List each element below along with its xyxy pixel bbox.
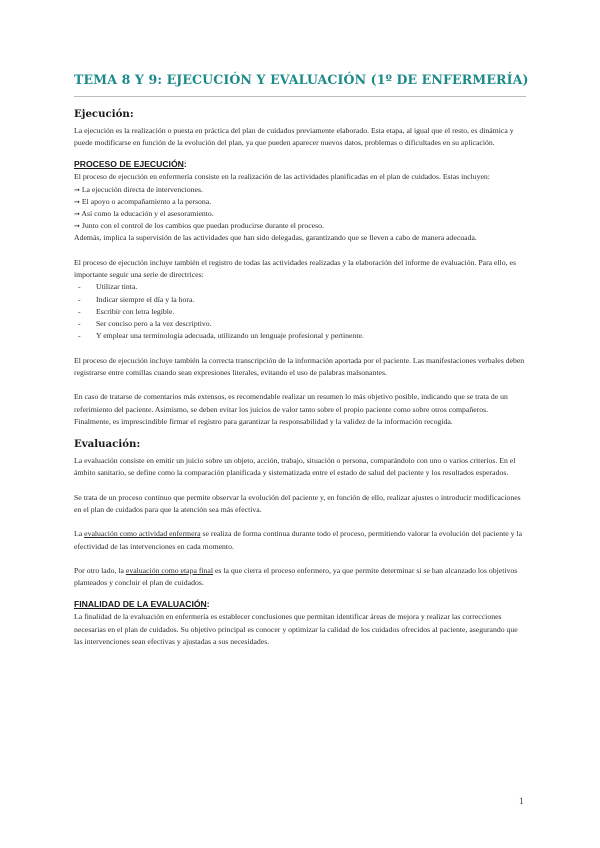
list-item: - Escribir con letra legible.: [78, 306, 175, 316]
evaluacion-continuo: Se trata de un proceso continuo que permite observar la evolución del paciente y, en función de ello, realizar ajustes o introducir modificaciones en el plan de cuidados para que la atención sea más efectiva.: [74, 492, 521, 514]
proceso-intro: El proceso de ejecución en enfermería consiste en la realización de las actividades planificadas en el plan de cuidados. Estas incluyen:: [74, 172, 490, 182]
ejecucion-intro: La ejecución es la realización o puesta en práctica del plan de cuidados previamente elaborado. Esta etapa, al igual que el resto, es dinámica y puede modificarse en función de la evolución del plan, ya que pueden aparecer nuevos datos, problemas o dificultades en su aplicación.: [74, 126, 514, 148]
arrow-list-item: ➞ El apoyo o acompañamiento a la persona.: [74, 196, 212, 206]
list-item: - Utilizar tinta.: [78, 282, 138, 292]
arrow-right-icon: ➞: [74, 185, 80, 194]
arrow-right-icon: ➞: [74, 210, 80, 219]
section-heading-evaluacion: Evaluación:: [74, 437, 141, 450]
finalidad-paragraph: La finalidad de la evaluación en enfermería es establecer conclusiones que permitan identificar áreas de mejora y realizar las correcciones necesarias en el plan de cuidados. Su objetivo principal es conocer y optimizar la calidad de los cuidados ofrecidos al paciente, asegurando que las intervenciones sean efectivas y ajustadas a sus necesidades.: [74, 612, 518, 646]
arrow-right-icon: ➞: [74, 197, 80, 206]
proceso-supervision: Además, implica la supervisión de las actividades que han sido delegadas, garantizando que se lleven a cabo de manera adecuada.: [74, 233, 477, 243]
arrow-list: [74, 184, 526, 233]
underlined-term: evaluación como actividad enfermera: [84, 529, 201, 539]
document-title: TEMA 8 Y 9: EJECUCIÓN Y EVALUACIÓN (1º DE ENFERMERÍA): [74, 72, 529, 87]
evaluacion-etapa-final: Por otro lado, la evaluación como etapa final es la que cierra el proceso enfermero, ya que permite determinar si se han alcanzado los objetivos planteados y concluir el plan de cuidados.: [74, 566, 518, 588]
evaluacion-actividad: La evaluación como actividad enfermera se realiza de forma continua durante todo el proceso, permitiendo valorar la evolución del paciente y la efectividad de las intervenciones en cada momento.: [74, 529, 523, 551]
directrices-list: [74, 281, 526, 342]
document-body: [74, 108, 526, 648]
transcripcion-paragraph: El proceso de ejecución incluye también la correcta transcripción de la información aportada por el paciente. Las manifestaciones verbales deben registrarse entre comillas cuando sean expresiones literales, evitando el uso de palabras malsonantes.: [74, 355, 525, 377]
title-divider: [74, 96, 526, 97]
subheading-proceso-ejecucion: PROCESO DE EJECUCIÓN:: [74, 159, 187, 170]
section-heading-ejecucion: Ejecución:: [74, 108, 134, 120]
underlined-term: evaluación como etapa final: [125, 566, 214, 576]
arrow-right-icon: ➞: [74, 222, 80, 231]
arrow-list-item: ➞ Junto con el control de los cambios que puedan producirse durante el proceso.: [74, 221, 324, 231]
list-item: - Ser conciso pero a la vez descriptivo.: [78, 318, 212, 328]
page-number: 1: [519, 796, 524, 806]
subheading-finalidad: FINALIDAD DE LA EVALUACIÓN:: [74, 599, 210, 610]
evaluacion-definition: La evaluación consiste en emitir un juicio sobre un objeto, acción, trabajo, situación o persona, comparándolo con uno o varios criterios. En el ámbito sanitario, se define como la comparación planificada y sistematizada entre el estado de salud del paciente y los resultados esperados.: [74, 455, 516, 478]
list-item: - Y emplear una terminología adecuada, utilizando un lenguaje profesional y pertinente.: [78, 331, 364, 341]
list-item: - Indicar siempre el día y la hora.: [78, 294, 195, 304]
comentarios-paragraph: En caso de tratarse de comentarios más extensos, es recomendable realizar un resumen lo más objetivo posible, indicando que se trata de un referimiento del paciente. Asimismo, se deben evitar los juicios de valor tanto sobre el propio paciente como sobre otros compañeros. Finalmente, es imprescindible firmar el registro para garantizar la responsabilidad y la validez de la información recogida.: [74, 392, 508, 426]
arrow-list-item: ➞ La ejecución directa de intervenciones.: [74, 184, 203, 194]
registro-intro: El proceso de ejecución incluye también el registro de todas las actividades realizadas y la elaboración del informe de evaluación. Para ello, es importante seguir una serie de directrices:: [74, 257, 516, 280]
arrow-list-item: ➞ Así como la educación y el asesoramiento.: [74, 209, 214, 219]
